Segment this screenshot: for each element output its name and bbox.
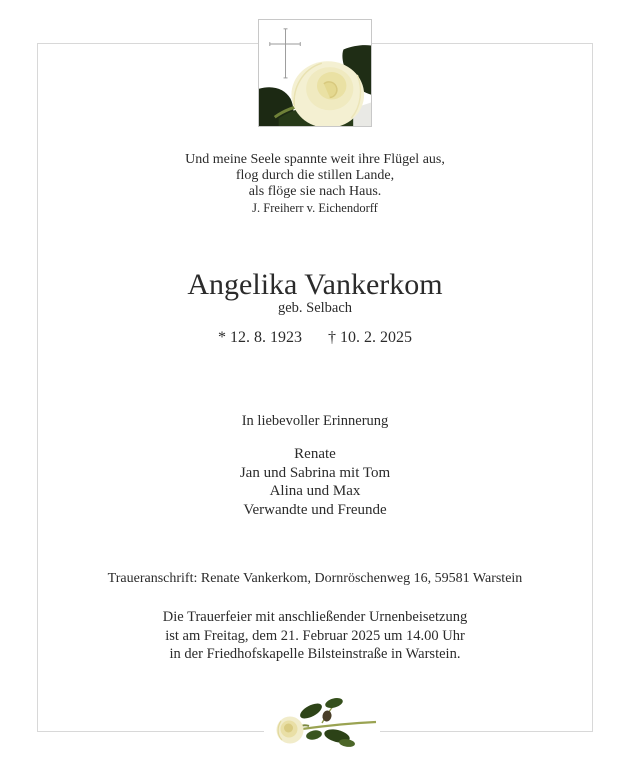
deceased-name: Angelika Vankerkom [187,268,443,301]
rose-photo-small [264,694,380,752]
mourner-line: Alina und Max [269,483,361,499]
mourning-address: Traueranschrift: Renate Vankerkom, Dornröschenweg 16, 59581 Warstein [107,571,523,586]
poem-attribution: J. Freiherr v. Eichendorff [252,201,378,215]
poem-line: als flöge sie nach Haus. [248,184,382,199]
memorial-intro: In liebevoller Erinnerung [241,413,389,429]
cross-and-rose-icon [259,20,371,126]
mourner-line: Jan und Sabrina mit Tom [239,464,391,481]
poem-line: Und meine Seele spannte weit ihre Flügel aus, [185,152,445,167]
mourner-line: Renate [294,446,336,462]
poem [0,152,630,200]
poem-line: flog durch die stillen Lande, [235,168,395,183]
life-dates [0,329,630,347]
birth-date: * 12. 8. 1923 [218,329,302,346]
death-date: † 10. 2. 2025 [328,329,412,346]
mourner-line: Verwandte und Freunde [243,501,387,518]
funeral-line: ist am Freitag, dem 21. Februar 2025 um 14.00 Uhr [165,627,465,644]
funeral-line: in der Friedhofskapelle Bilsteinstraße in Warstein. [169,646,461,663]
mourners-list [0,445,630,519]
funeral-details [0,608,630,664]
white-rose-icon [264,694,380,752]
maiden-name: geb. Selbach [277,300,353,316]
funeral-line: Die Trauerfeier mit anschließender Urnenbeisetzung [162,609,468,625]
cross-and-rose-photo [258,19,372,127]
